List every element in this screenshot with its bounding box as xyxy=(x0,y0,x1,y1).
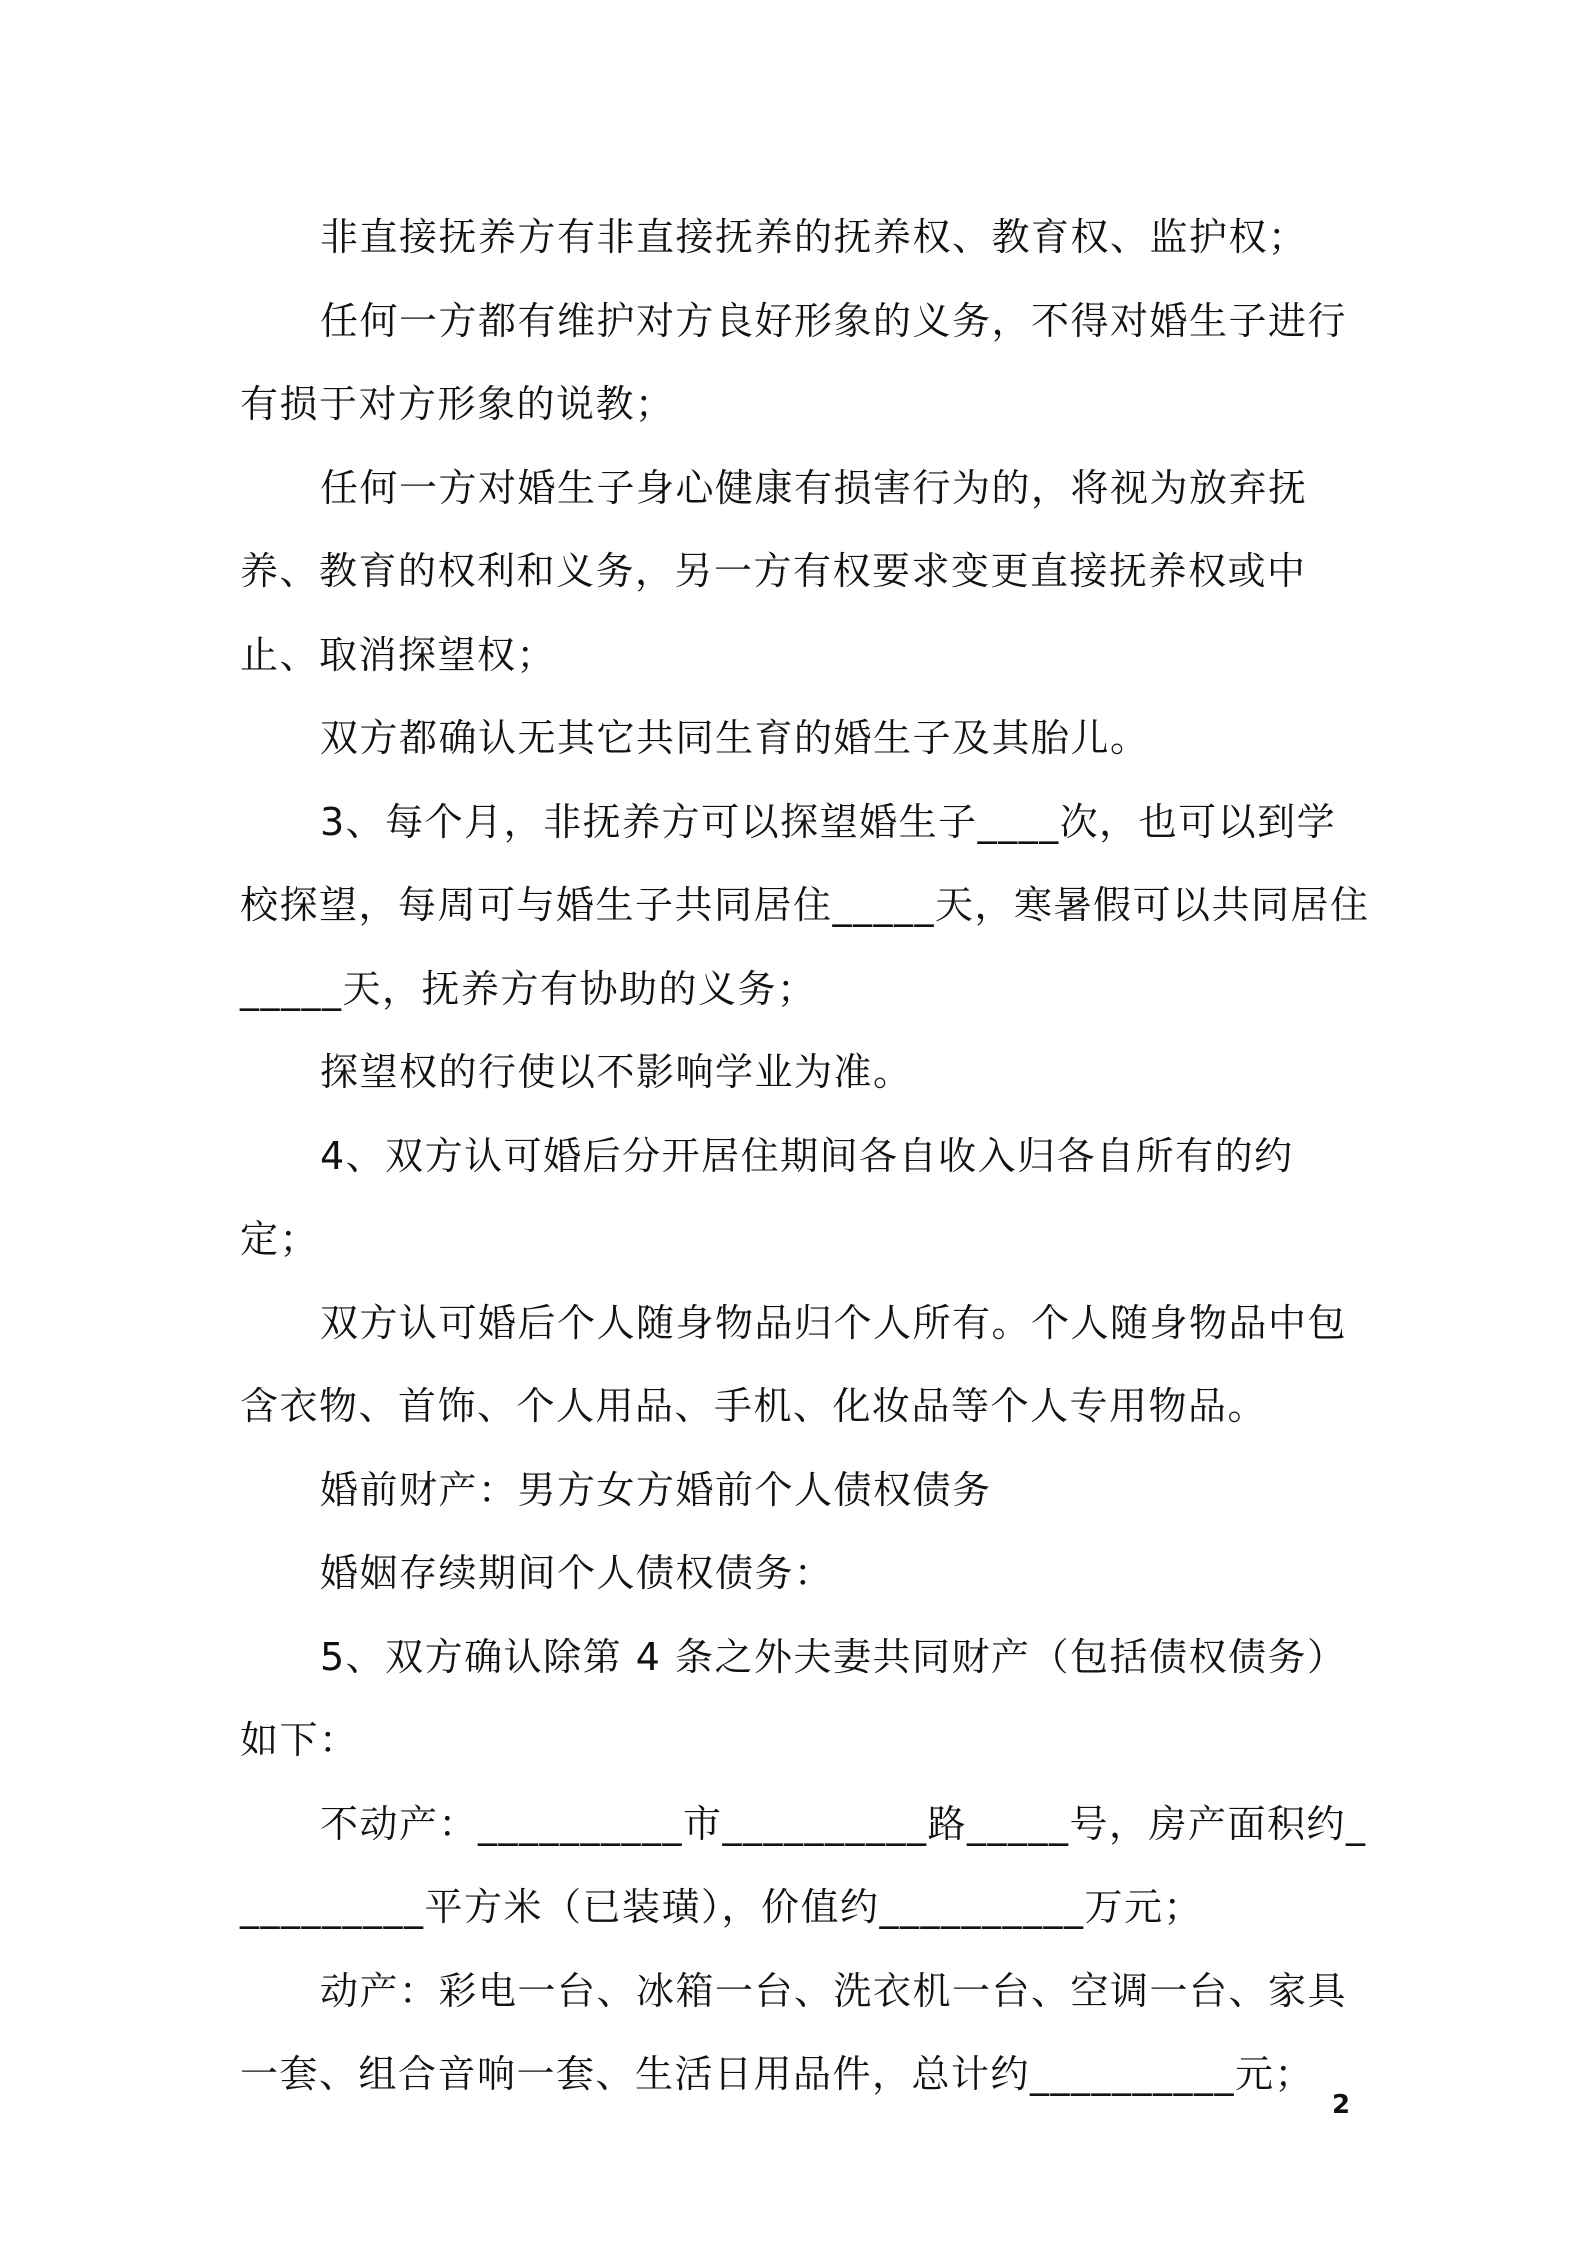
paragraph: 任何一方对婚生子身心健康有损害行为的，将视为放弃抚养、教育的权利和义务，另一方有权要求变更直接抚养权或中止、取消探望权； xyxy=(240,465,1308,677)
paragraph: 3、每个月，非抚养方可以探望婚生子____次，也可以到学校探望，每周可与婚生子共同居住_____天，寒暑假可以共同居住_____天，抚养方有协助的义务； xyxy=(240,799,1370,1011)
paragraph: 婚前财产：男方女方婚前个人债权债务 xyxy=(320,1467,992,1512)
paragraph: 婚姻存续期间个人债权债务： xyxy=(320,1551,834,1595)
paragraph: 探望权的行使以不影响学业为准。 xyxy=(320,1050,913,1094)
paragraph: 双方认可婚后个人随身物品归个人所有。个人随身物品中包含衣物、首饰、个人用品、手机、化妆品等个人专用物品。 xyxy=(240,1300,1348,1428)
document-body xyxy=(240,196,1370,2117)
page-number: 2 xyxy=(1332,2090,1351,2120)
paragraph: 不动产：__________市__________路_____号，房产面积约__________平方米（已装璜），价值约__________万元； xyxy=(240,1801,1367,1929)
paragraph: 任何一方都有维护对方良好形象的义务，不得对婚生子进行有损于对方形象的说教； xyxy=(240,298,1348,426)
paragraph: 双方都确认无其它共同生育的婚生子及其胎儿。 xyxy=(320,716,1150,760)
paragraph: 5、双方确认除第 4 条之外夫妻共同财产（包括债权债务）如下： xyxy=(240,1634,1347,1762)
paragraph: 动产：彩电一台、冰箱一台、洗衣机一台、空调一台、家具一套、组合音响一套、生活日用品件，总计约__________元； xyxy=(240,1968,1348,2096)
paragraph: 非直接抚养方有非直接抚养的抚养权、教育权、监护权； xyxy=(320,215,1308,259)
paragraph: 4、双方认可婚后分开居住期间各自收入归各自所有的约定； xyxy=(240,1133,1294,1261)
